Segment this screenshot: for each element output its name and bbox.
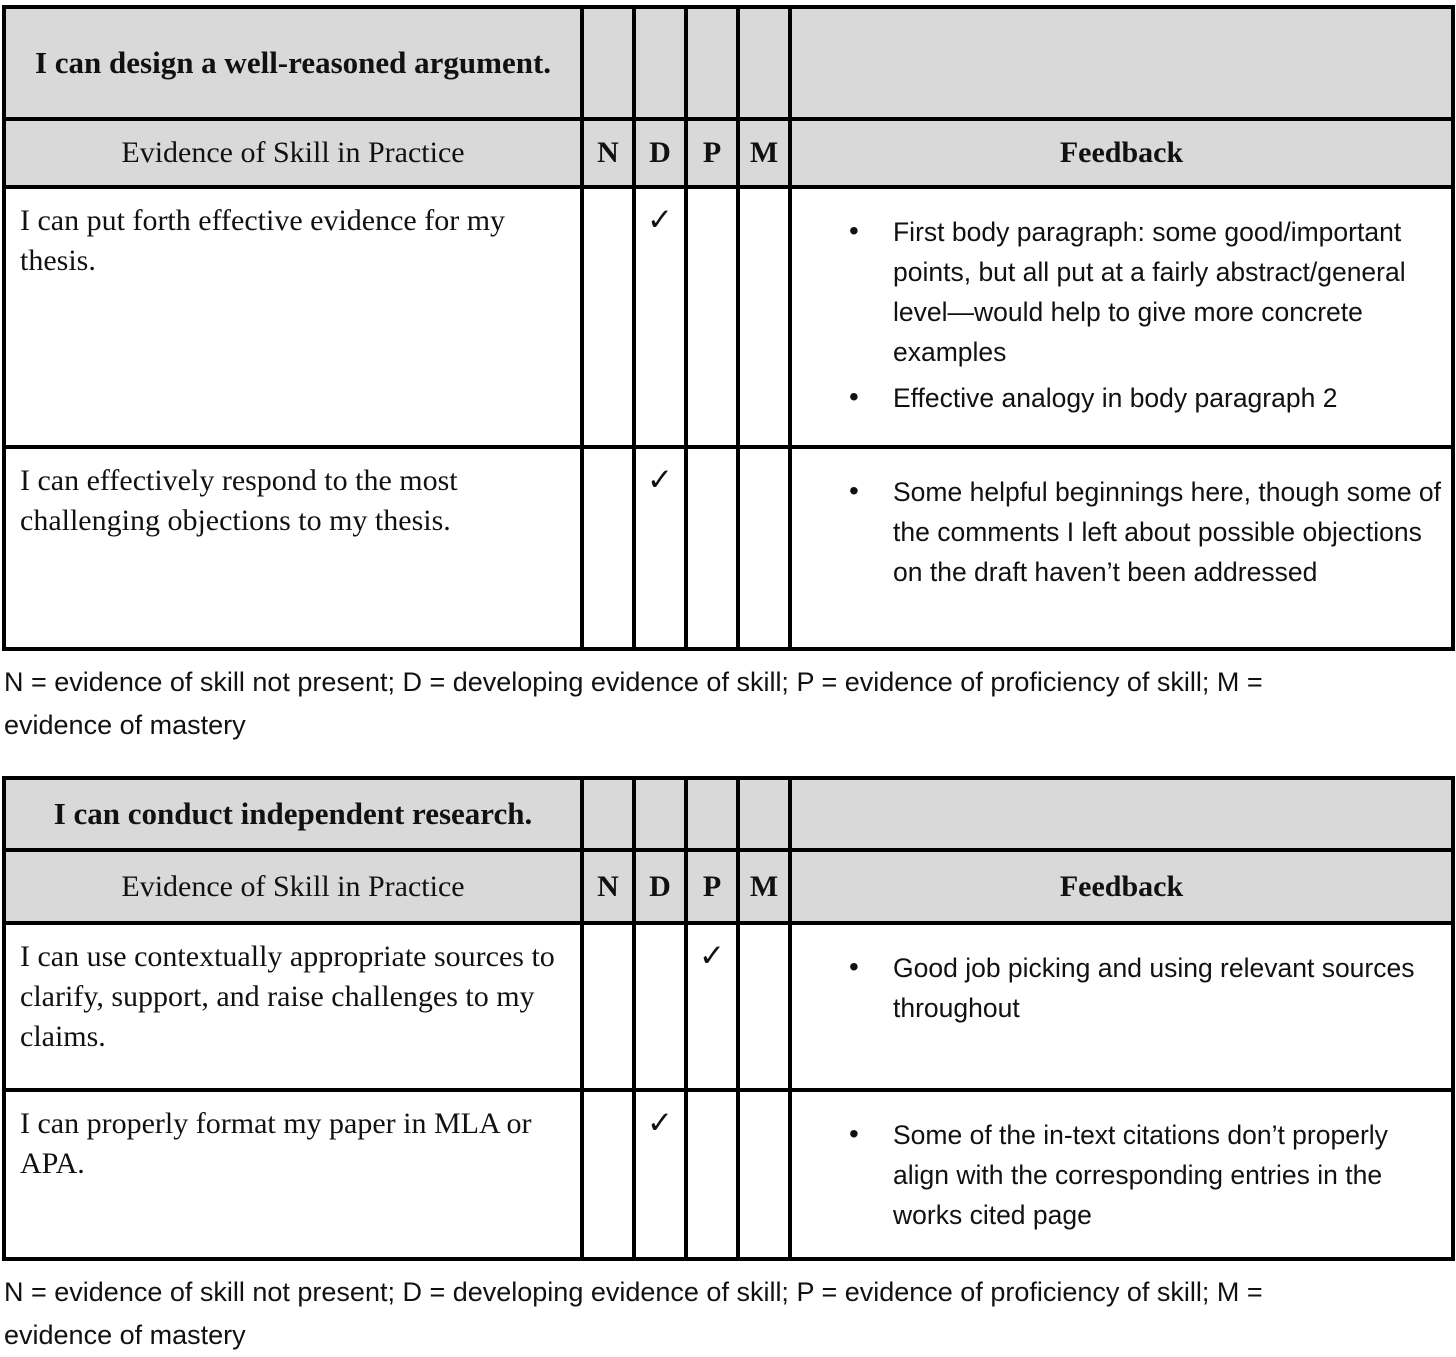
check-cell-m (738, 1090, 790, 1259)
column-header-n: N (582, 850, 634, 923)
skill-statement: I can put forth effective evidence for my thesis. (4, 187, 582, 447)
column-header-d: D (634, 119, 686, 187)
empty-header-cell (738, 7, 790, 119)
empty-header-cell (582, 7, 634, 119)
skill-statement: I can use contextually appropriate sources to clarify, support, and raise challenges to my claims. (4, 923, 582, 1090)
column-header-n: N (582, 119, 634, 187)
check-cell-d: ✓ (634, 447, 686, 649)
feedback-item: • Good job picking and using relevant sources throughout (793, 948, 1442, 1028)
table-row (4, 187, 1453, 447)
table-row (4, 778, 1453, 850)
empty-header-cell (634, 7, 686, 119)
check-cell-n (582, 923, 634, 1090)
check-cell-m (738, 187, 790, 447)
feedback-list (793, 190, 1450, 418)
feedback-item: • Some of the in-text citations don’t properly align with the corresponding entries in the works cited page (793, 1115, 1442, 1235)
empty-header-cell (686, 7, 738, 119)
rubric-title: I can conduct independent research. (4, 778, 582, 850)
column-header-feedback: Feedback (790, 119, 1453, 187)
empty-header-cell (738, 778, 790, 850)
rubric-title: I can design a well-reasoned argument. (4, 7, 582, 119)
empty-header-cell (686, 778, 738, 850)
column-header-p: P (686, 119, 738, 187)
table-row (4, 923, 1453, 1090)
rubric-legend: N = evidence of skill not present; D = developing evidence of skill; P = evidence of proficiency of skill; M = evidence of mastery (4, 1277, 1263, 1350)
check-cell-n (582, 187, 634, 447)
check-cell-p (686, 187, 738, 447)
feedback-item: • Effective analogy in body paragraph 2 (793, 378, 1442, 418)
table-row (4, 7, 1453, 119)
feedback-list (793, 926, 1450, 1028)
empty-header-cell (634, 778, 686, 850)
feedback-list (793, 1093, 1450, 1235)
check-cell-m (738, 447, 790, 649)
column-header-m: M (738, 850, 790, 923)
feedback-cell (790, 1090, 1453, 1259)
column-header-p: P (686, 850, 738, 923)
feedback-item: • First body paragraph: some good/important points, but all put at a fairly abstract/general level—would help to give more concrete examples (793, 212, 1442, 372)
column-header-d: D (634, 850, 686, 923)
skill-statement: I can effectively respond to the most challenging objections to my thesis. (4, 447, 582, 649)
rubric-table-argument (2, 5, 1455, 651)
empty-header-cell (582, 778, 634, 850)
column-header-evidence: Evidence of Skill in Practice (4, 119, 582, 187)
feedback-cell (790, 923, 1453, 1090)
check-cell-p (686, 1090, 738, 1259)
table-row (4, 1090, 1453, 1259)
empty-header-cell (790, 778, 1453, 850)
check-cell-n (582, 447, 634, 649)
check-cell-n (582, 1090, 634, 1259)
check-cell-m (738, 923, 790, 1090)
check-cell-d: ✓ (634, 1090, 686, 1259)
table-row (4, 119, 1453, 187)
check-cell-d: ✓ (634, 187, 686, 447)
rubric-table-research (2, 776, 1455, 1261)
column-header-m: M (738, 119, 790, 187)
check-cell-p: ✓ (686, 923, 738, 1090)
table-row (4, 447, 1453, 649)
empty-header-cell (790, 7, 1453, 119)
check-cell-p (686, 447, 738, 649)
feedback-cell (790, 187, 1453, 447)
feedback-list (793, 450, 1450, 592)
column-header-feedback: Feedback (790, 850, 1453, 923)
rubric-legend: N = evidence of skill not present; D = developing evidence of skill; P = evidence of proficiency of skill; M = evidence of mastery (4, 667, 1263, 740)
feedback-item: • Some helpful beginnings here, though some of the comments I left about possible objections on the draft haven’t been addressed (793, 472, 1442, 592)
check-cell-d (634, 923, 686, 1090)
table-row (4, 850, 1453, 923)
skill-statement: I can properly format my paper in MLA or APA. (4, 1090, 582, 1259)
feedback-cell (790, 447, 1453, 649)
column-header-evidence: Evidence of Skill in Practice (4, 850, 582, 923)
